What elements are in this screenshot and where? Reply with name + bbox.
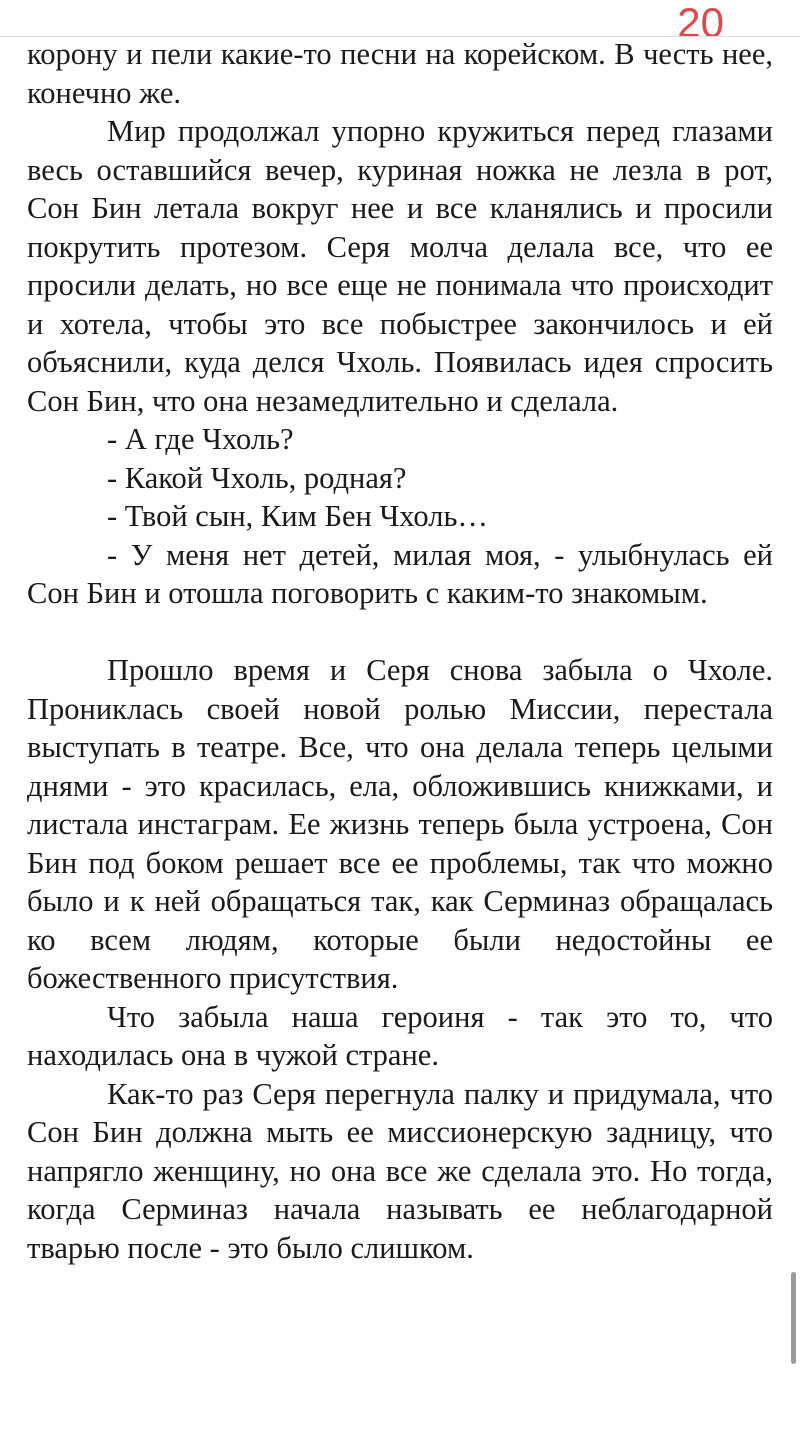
top-bar bbox=[0, 0, 800, 37]
scrollbar[interactable] bbox=[791, 1272, 796, 1364]
paragraph-spacer bbox=[27, 613, 773, 652]
dialog-line-1: - А где Чхоль? bbox=[107, 422, 294, 456]
dialog-line-3: - Твой сын, Ким Бен Чхоль… bbox=[107, 499, 488, 533]
document-body bbox=[27, 35, 773, 1267]
paragraph-3: Прошло время и Серя снова забыла о Чхоле. Прониклась своей новой ролью Миссии, перестала выступать в театре. Все, что она делала теперь целыми днями - это красилась, ела, обложившись книжками, и листала инстаграм. Ее жизнь теперь была устроена, Сон Бин под боком решает все ее проблемы, так что можно было и к ней обращаться так, как Серминаз обращалась ко всем людям, которые были недостойны ее божественного присутствия. bbox=[27, 653, 773, 995]
page-number: 20 bbox=[677, 0, 724, 37]
paragraph-1: корону и пели какие-то песни на корейском. В честь нее, конечно же. bbox=[27, 37, 773, 110]
paragraph-2: Мир продолжал упорно кружиться перед глазами весь оставшийся вечер, куриная ножка не лезла в рот, Сон Бин летала вокруг нее и все кланялись и просили покрутить протезом. Серя молча делала все, что ее просили делать, но все еще не понимала что происходит и хотела, чтобы это все побыстрее закончилось и ей объяснили, куда делся Чхоль. Появилась идея спросить Сон Бин, что она незамедлительно и сделала. bbox=[27, 114, 773, 418]
paragraph-4: Что забыла наша героиня - так это то, что находилась она в чужой стране. bbox=[27, 999, 773, 1072]
paragraph-5: Как-то раз Серя перегнула палку и придумала, что Сон Бин должна мыть ее миссионерскую задницу, что напрягло женщину, но она все же сделала это. Но тогда, когда Серминаз начала называть ее неблагодарной тварью после - это было слишком. bbox=[27, 1076, 773, 1265]
dialog-line-4: - У меня нет детей, милая моя, - улыбнулась ей Сон Бин и отошла поговорить с каким-то знакомым. bbox=[27, 537, 773, 610]
dialog-line-2: - Какой Чхоль, родная? bbox=[107, 460, 407, 495]
